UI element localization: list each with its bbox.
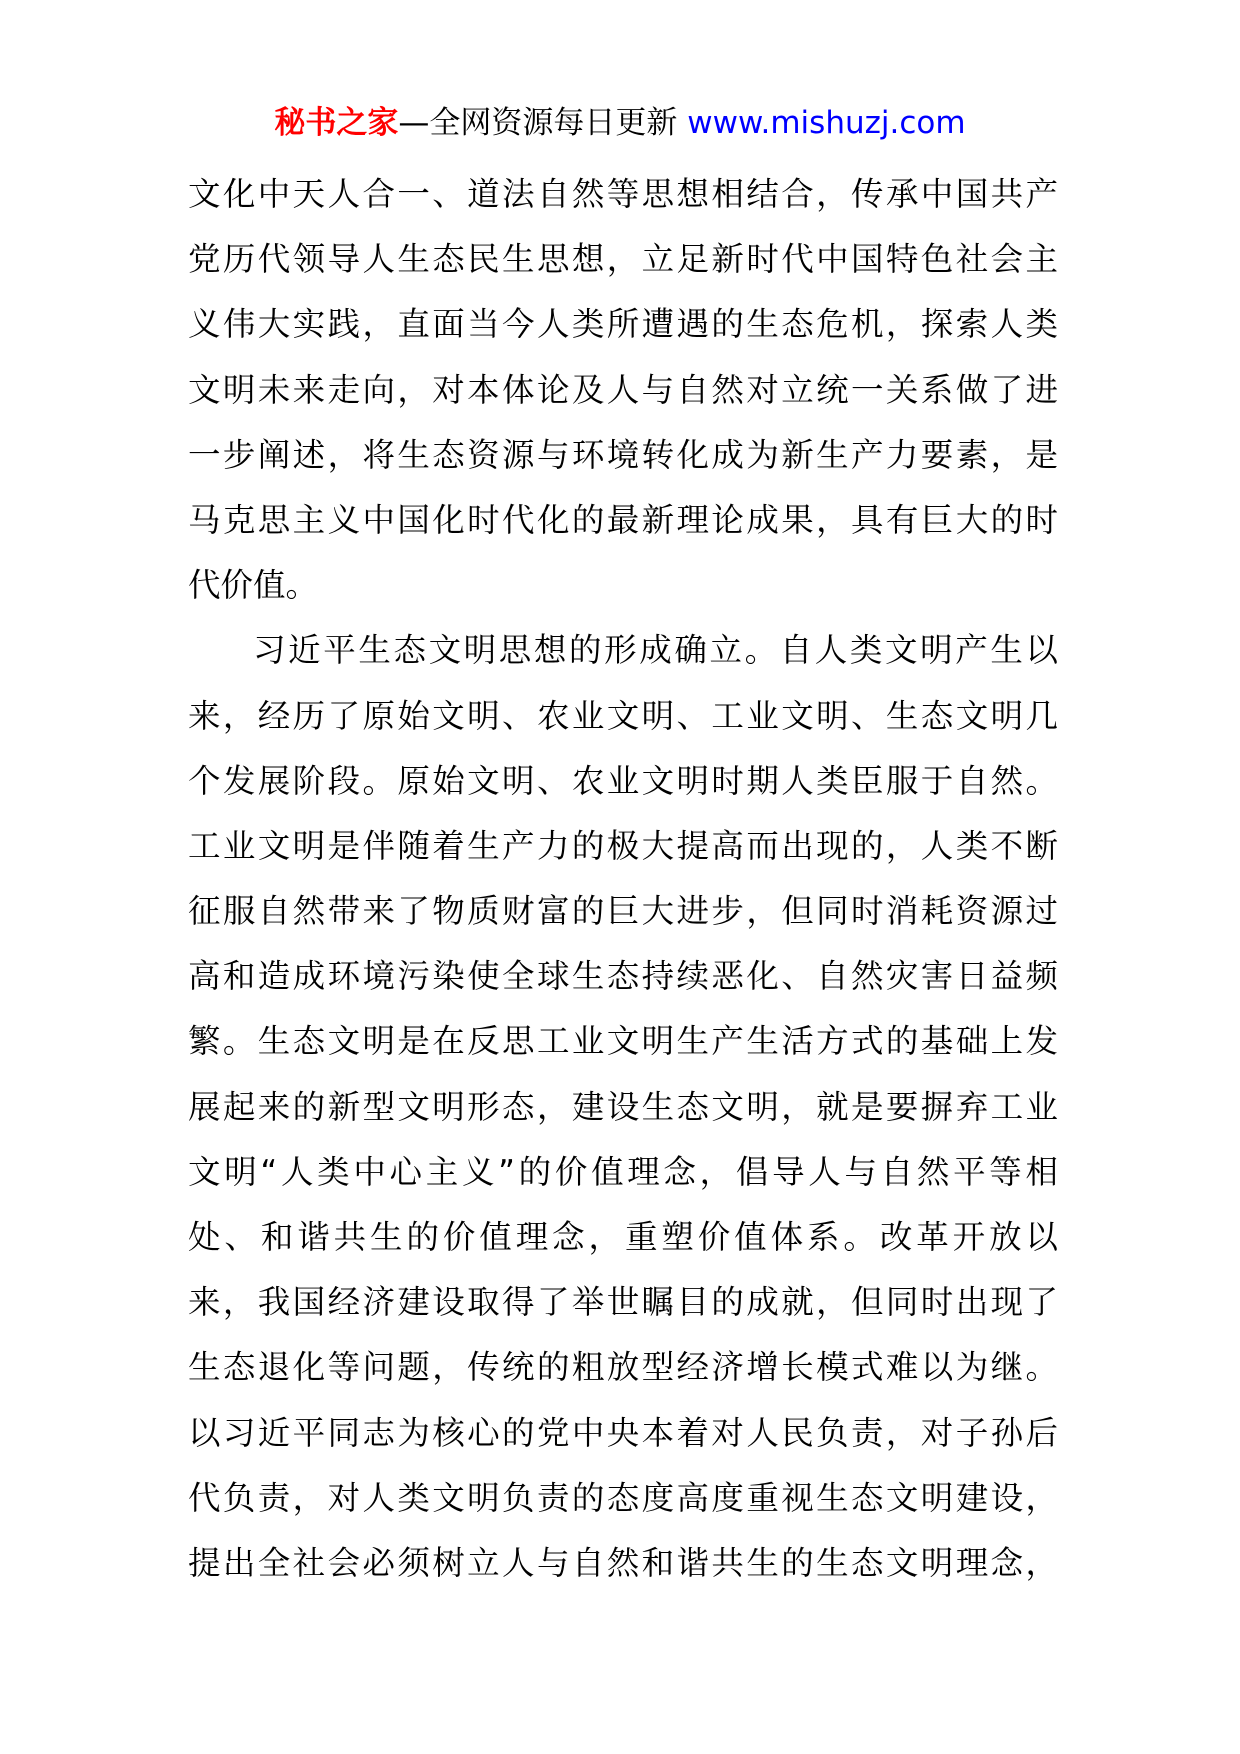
site-url-link[interactable]: www.mishuzj.com	[687, 105, 966, 141]
text-line: 繁。生态文明是在反思工业文明生产生活方式的基础上发	[188, 1022, 1058, 1061]
text-line: 代负责，对人类文明负责的态度高度重视生态文明建设，	[188, 1478, 1058, 1517]
text-line: 文化中天人合一、道法自然等思想相结合，传承中国共产	[188, 175, 1058, 213]
text-line: 提出全社会必须树立人与自然和谐共生的生态文明理念，	[188, 1543, 1058, 1582]
text-line: 高和造成环境污染使全球生态持续恶化、自然灾害日益频	[188, 957, 1058, 996]
text-line: 来，经历了原始文明、农业文明、工业文明、生态文明几	[188, 696, 1058, 735]
text-line: 马克思主义中国化时代化的最新理论成果，具有巨大的时	[188, 500, 1058, 539]
brand-name: 秘书之家	[274, 105, 399, 141]
text-line: 征服自然带来了物质财富的巨大进步，但同时消耗资源过	[188, 892, 1058, 931]
header-tagline: —全网资源每日更新	[398, 105, 688, 141]
text-line: 生态退化等问题，传统的粗放型经济增长模式难以为继。	[188, 1348, 1058, 1387]
text-line: 展起来的新型文明形态，建设生态文明，就是要摒弃工业	[188, 1087, 1058, 1126]
text-line: 个发展阶段。原始文明、农业文明时期人类臣服于自然。	[188, 761, 1058, 800]
text-line: 工业文明是伴随着生产力的极大提高而出现的，人类不断	[188, 826, 1058, 865]
text-line: 文明“人类中心主义”的价值理念，倡导人与自然平等相	[188, 1152, 1058, 1191]
text-line: 一步阐述，将生态资源与环境转化成为新生产力要素，是	[188, 435, 1058, 474]
text-line: 文明未来走向，对本体论及人与自然对立统一关系做了进	[188, 370, 1058, 409]
text-line: 以习近平同志为核心的党中央本着对人民负责，对子孙后	[188, 1413, 1058, 1452]
document-body	[188, 162, 1058, 1596]
text-line: 处、和谐共生的价值理念，重塑价值体系。改革开放以	[188, 1218, 1058, 1256]
text-line: 党历代领导人生态民生思想，立足新时代中国特色社会主	[188, 240, 1058, 279]
page-header	[0, 100, 1240, 146]
text-line: 代价值。	[188, 566, 319, 605]
paragraph-start-line: 习近平生态文明思想的形成确立。自人类文明产生以	[253, 631, 1058, 670]
text-line: 来，我国经济建设取得了举世瞩目的成就，但同时出现了	[188, 1283, 1058, 1322]
text-line: 义伟大实践，直面当今人类所遭遇的生态危机，探索人类	[188, 305, 1058, 344]
